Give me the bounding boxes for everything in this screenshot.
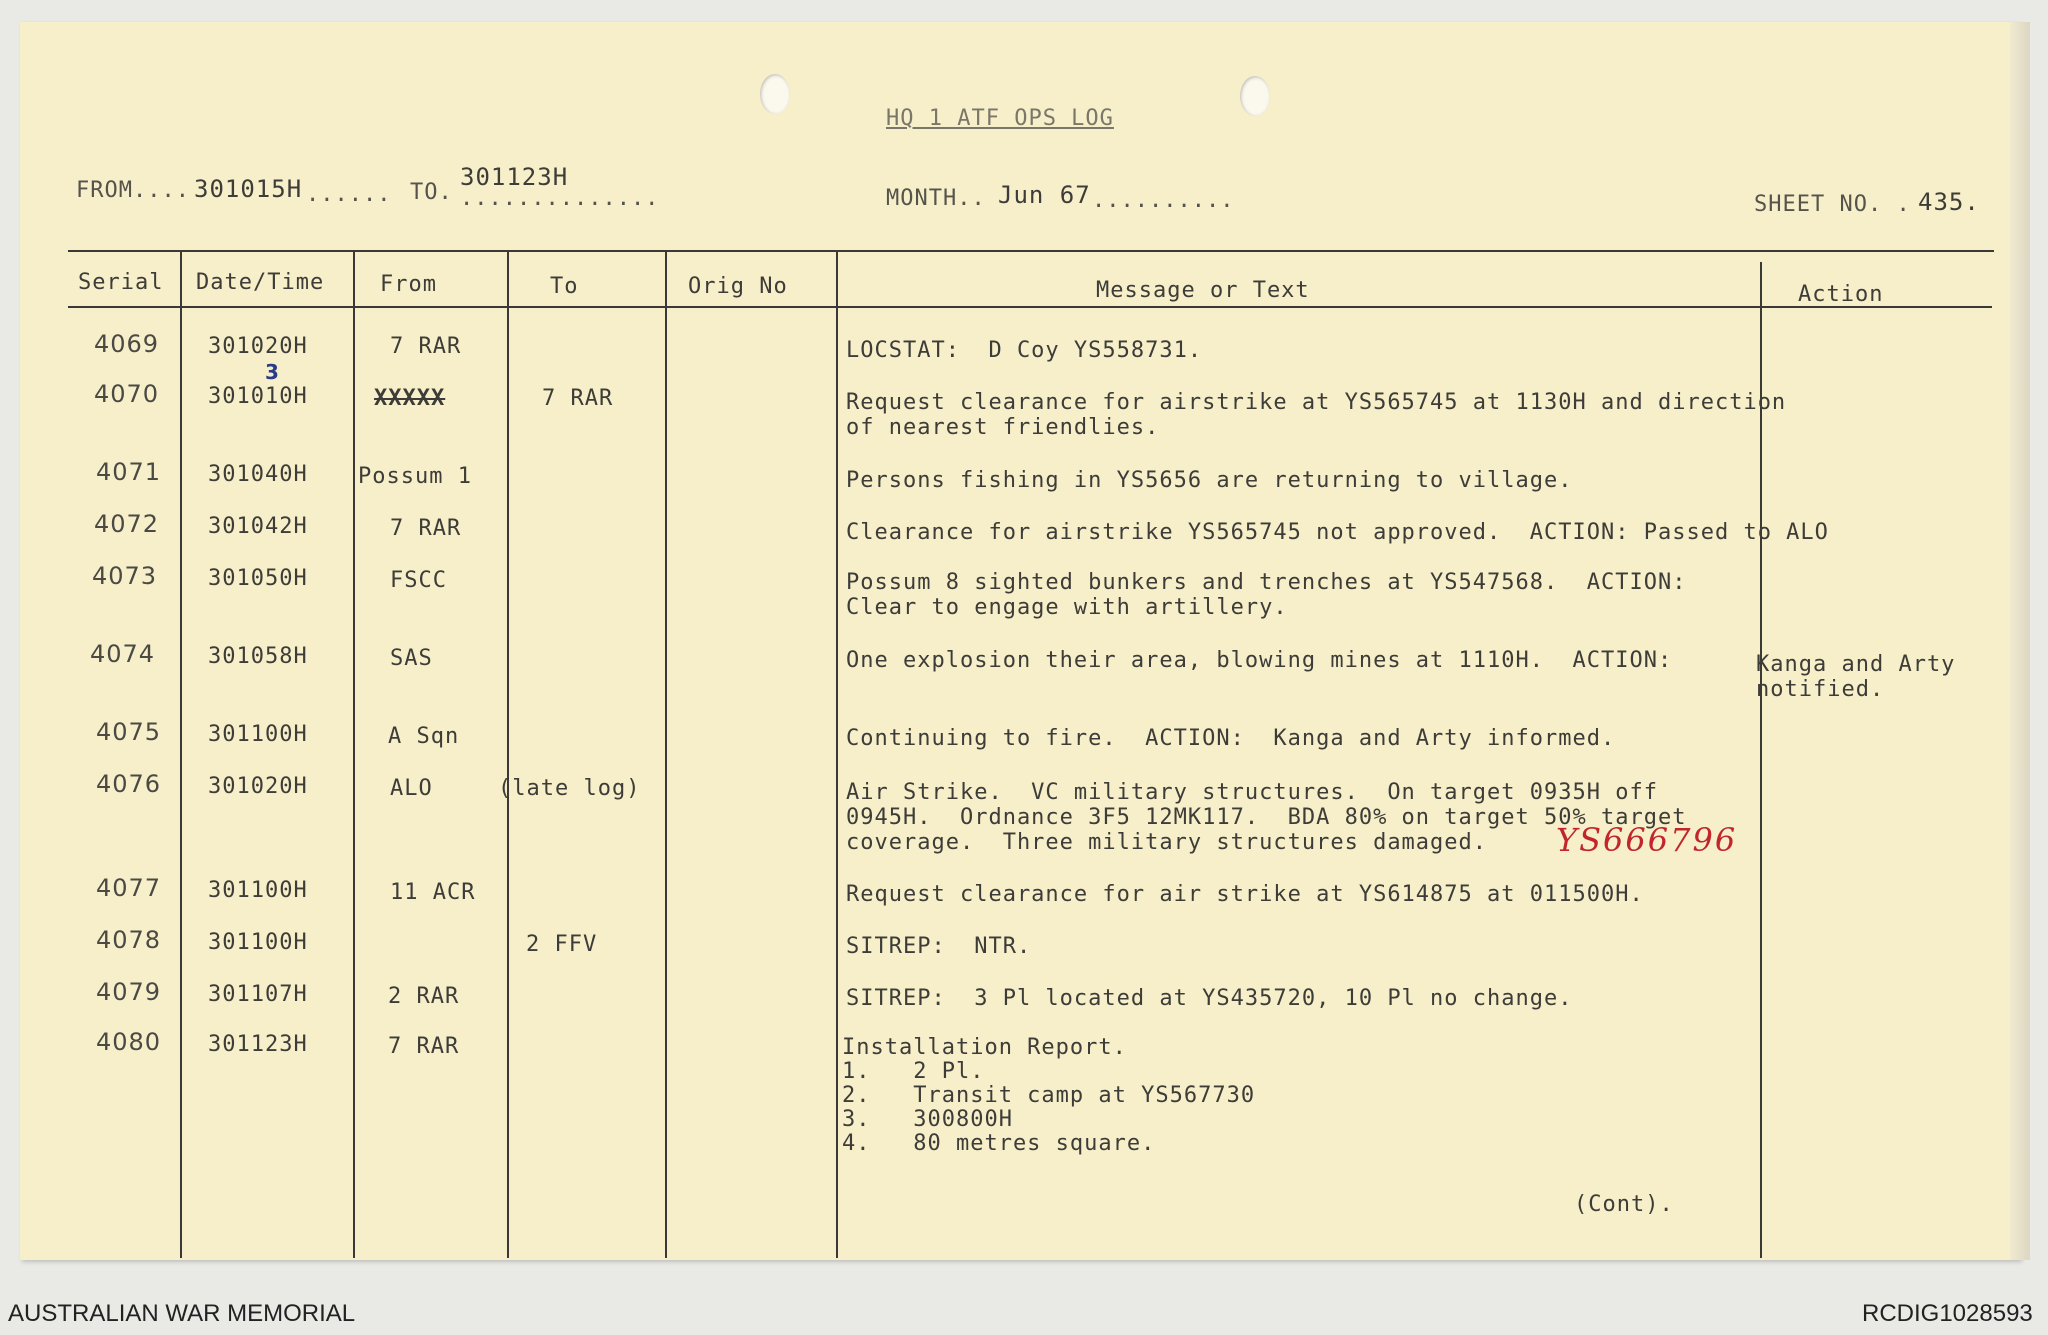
to-label: TO. <box>410 180 453 205</box>
col-header-serial: Serial <box>78 270 164 295</box>
col-header-to: To <box>550 274 579 299</box>
row-from: Possum 1 <box>358 464 472 489</box>
row-from: 7 RAR <box>390 516 462 541</box>
table-top-rule <box>68 250 1994 252</box>
row-message: Request clearance for air strike at YS614875 at 011500H. <box>846 882 1644 907</box>
col-header-datetime: Date/Time <box>196 270 325 295</box>
row-serial: 4076 <box>96 770 162 798</box>
row-datetime: 301040H <box>208 462 308 487</box>
row-to: 2 FFV <box>526 932 598 957</box>
row-message: One explosion their area, blowing mines at 1110H. ACTION: <box>846 648 1673 673</box>
header-bottom-rule <box>68 306 1992 308</box>
row-datetime: 301020H <box>208 774 308 799</box>
row-datetime: 301050H <box>208 566 308 591</box>
row-message: Installation Report. 1. 2 Pl. 2. Transit camp at YS567730 3. 300800H 4. 80 metres square. <box>842 1035 1256 1156</box>
row-from: 7 RAR <box>388 1034 460 1059</box>
row-from: FSCC <box>390 568 447 593</box>
row-serial: 4075 <box>96 718 162 746</box>
col-divider <box>836 250 838 1258</box>
row-message: SITREP: 3 Pl located at YS435720, 10 Pl no change. <box>846 986 1573 1011</box>
row-serial: 4079 <box>96 978 162 1006</box>
handwritten-correction: 3 <box>265 360 280 384</box>
sheet-edge <box>2010 22 2030 1260</box>
row-from: ALO <box>390 776 433 801</box>
row-action: Kanga and Arty notified. <box>1756 652 1956 702</box>
continuation-note: (Cont). <box>1574 1192 1674 1217</box>
col-divider <box>180 250 182 1258</box>
to-dots: .............. <box>460 186 660 211</box>
punch-hole-left <box>760 74 790 114</box>
row-to: 7 RAR <box>542 386 614 411</box>
from-dots: ...... <box>306 182 392 207</box>
row-datetime: 301100H <box>208 930 308 955</box>
row-from: SAS <box>390 646 433 671</box>
row-message: Clearance for airstrike YS565745 not approved. ACTION: Passed to ALO <box>846 520 1829 545</box>
row-datetime: 301100H <box>208 722 308 747</box>
row-datetime: 301042H <box>208 514 308 539</box>
col-divider <box>507 250 509 1258</box>
archive-credit: AUSTRALIAN WAR MEMORIAL <box>8 1300 356 1327</box>
row-datetime: 301123H <box>208 1032 308 1057</box>
row-from-struck: XXXXX <box>374 386 446 411</box>
sheet-label: SHEET NO. . <box>1754 192 1911 217</box>
to-value: 301123H <box>460 163 569 191</box>
row-datetime: 301020H <box>208 334 308 359</box>
handwritten-grid-reference: YS666796 <box>1556 821 1738 859</box>
row-serial: 4074 <box>90 640 156 668</box>
from-value: 301015H <box>194 175 303 203</box>
log-title: HQ 1 ATF OPS LOG <box>886 106 1114 131</box>
punch-hole-right <box>1240 76 1270 116</box>
row-from: 11 ACR <box>390 880 476 905</box>
row-message: LOCSTAT: D Coy YS558731. <box>846 338 1203 363</box>
row-datetime: 301100H <box>208 878 308 903</box>
row-serial: 4078 <box>96 926 162 954</box>
row-message: Request clearance for airstrike at YS565745 at 1130H and direction of nearest friendlies. <box>846 390 1787 440</box>
sheet-number: 435. <box>1918 188 1980 216</box>
row-from: 7 RAR <box>390 334 462 359</box>
row-serial: 4070 <box>94 380 160 408</box>
row-message: Possum 8 sighted bunkers and trenches at YS547568. ACTION: Clear to engage with artillery. <box>846 570 1687 620</box>
row-datetime: 301107H <box>208 982 308 1007</box>
col-header-message: Message or Text <box>1096 278 1310 303</box>
col-header-orig-no: Orig No <box>688 274 788 299</box>
row-datetime: 301010H <box>208 384 308 409</box>
row-serial: 4077 <box>96 874 162 902</box>
row-to: (late log) <box>498 776 641 801</box>
row-serial: 4080 <box>96 1028 162 1056</box>
row-message: Persons fishing in YS5656 are returning to village. <box>846 468 1573 493</box>
col-divider <box>665 250 667 1258</box>
col-divider <box>353 250 355 1258</box>
month-value: Jun 67 <box>998 181 1091 209</box>
row-serial: 4071 <box>96 458 162 486</box>
month-dots: .......... <box>1092 188 1235 213</box>
row-datetime: 301058H <box>208 644 308 669</box>
row-serial: 4072 <box>94 510 160 538</box>
row-from: 2 RAR <box>388 984 460 1009</box>
row-message: Air Strike. VC military structures. On target 0935H off 0945H. Ordnance 3F5 12MK117. BDA 80% on target 50% target coverage. Three military structures damaged. <box>846 780 1687 855</box>
col-header-action: Action <box>1798 282 1884 307</box>
col-header-from: From <box>380 272 437 297</box>
month-label: MONTH.. <box>886 186 986 211</box>
from-label: FROM.... <box>76 178 190 203</box>
row-serial: 4069 <box>94 330 160 358</box>
row-message: SITREP: NTR. <box>846 934 1032 959</box>
row-serial: 4073 <box>92 562 158 590</box>
row-message: Continuing to fire. ACTION: Kanga and Arty informed. <box>846 726 1616 751</box>
archive-reference: RCDIG1028593 <box>1862 1300 2033 1327</box>
row-from: A Sqn <box>388 724 460 749</box>
